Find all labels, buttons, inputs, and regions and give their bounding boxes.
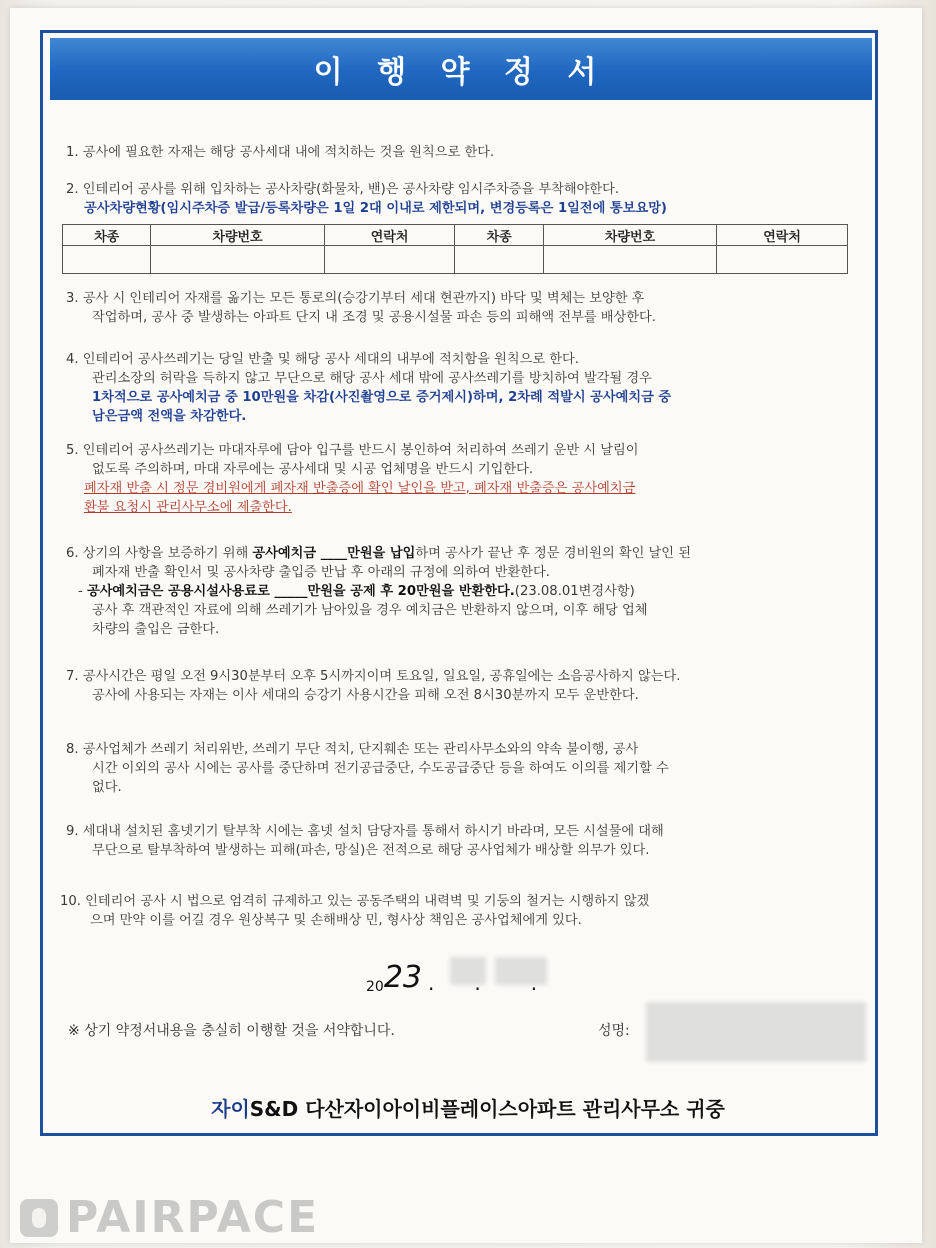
clause-6-line-5: 차량의 출입은 금한다. [92,622,220,637]
redacted-month [450,957,486,985]
addressee-footer [0,1093,936,1122]
clause-6-line-3 [66,582,866,601]
title-bar [50,38,872,100]
deposit-refund-rule: 공사예치금은 공용시설사용료로 _____만원을 공제 후 20만원을 반환한다. [86,584,515,599]
watermark [20,1192,319,1243]
col-plate-number-2: 차량번호 [543,225,716,246]
clause-2-line: 2. 인테리어 공사를 위해 입차하는 공사차량(화물차, 밴)은 공사차량 임시주차증을 부착해야한다. [66,182,620,197]
dash: - [78,584,87,599]
deposit-amount: 공사예치금 ____만원을 납입 [252,546,416,561]
clause-9 [66,822,866,860]
date-sep-1: . [428,971,435,995]
addressee-text: S&D 다산자이아이비플레이스아파트 관리사무소 귀중 [249,1097,725,1121]
clause-6-text-a: 6. 상기의 사항을 보증하기 위해 [66,546,253,561]
clause-4-penalty-1: 1차적으로 공사예치금 중 10만원을 차감(사진촬영으로 증거제시)하며, 2차례 적발시 공사예치금 중 [92,390,672,405]
pairpace-logo-icon [20,1199,58,1237]
watermark-text: PAIRPACE [66,1192,320,1243]
redacted-signature [646,1002,866,1062]
clause-7 [66,667,866,705]
clause-6 [66,544,866,639]
clause-3 [66,289,866,327]
clause-5-line-2: 없도록 주의하며, 마대 자루에는 공사세대 및 시공 업체명을 반드시 기입한다. [92,462,534,477]
col-contact-2: 연락처 [717,225,848,246]
date-year-handwritten: 23 [383,960,423,995]
clause-4-penalty-2: 남은금액 전액을 차감한다. [92,409,247,424]
clause-4 [66,350,866,426]
date-prefix: 20 [366,979,384,995]
pledge-statement: ※ 상기 약정서내용을 충실히 이행할 것을 서약합니다. [68,1023,395,1039]
clause-9-line-2: 무단으로 탈부착하여 발생하는 피해(파손, 망실)은 전적으로 해당 공사업체가 배상할 의무가 있다. [92,843,650,858]
document-title: 이 행 약 정 서 [313,55,609,90]
clause-10 [60,892,860,930]
change-note: (23.08.01변경사항) [514,584,635,599]
clause-8-line-3: 없다. [92,780,122,795]
clause-7-line-2: 공사에 사용되는 자재는 이사 세대의 승강기 사용시간을 피해 오전 8시30분까지 모두 운반한다. [92,688,639,703]
cell-car-type[interactable] [63,246,151,274]
clause-6-line-2: 폐자재 반출 확인서 및 공사차량 출입증 반납 후 아래의 규정에 의하여 반환한다. [92,565,550,580]
col-plate-number: 차량번호 [151,225,324,246]
clause-3-line-2: 작업하며, 공사 중 발생하는 아파트 단지 내 조경 및 공용시설물 파손 등의 피해액 전부를 배상한다. [92,310,656,325]
signature-label: 성명: [598,1023,630,1039]
clause-10-line-2: 으며 만약 이를 어길 경우 원상복구 및 손해배상 민, 형사상 책임은 공사업체에게 있다. [90,913,582,928]
clause-8 [66,740,866,797]
col-contact: 연락처 [324,225,455,246]
clause-1-line: 1. 공사에 필요한 자재는 해당 공사세대 내에 적치하는 것을 원칙으로 한다. [66,145,495,160]
cell-contact-2[interactable] [717,246,848,274]
clause-2 [66,180,866,218]
clause-8-line-2: 시간 이외의 공사 시에는 공사를 중단하며 전기공급중단, 수도공급중단 등을 하여도 이의를 제기할 수 [92,761,669,776]
clause-5-waste-note-2: 환불 요청시 관리사무소에 제출한다. [84,500,292,515]
clause-7-line-1: 7. 공사시간은 평일 오전 9시30분부터 오후 5시까지이며 토요일, 일요일, 공휴일에는 소음공사하지 않는다. [66,669,681,684]
clause-5-waste-note-1: 폐자재 반출 시 정문 경비원에게 폐자재 반출증에 확인 날인을 받고, 폐자재 반출증은 공사예치금 [84,481,636,496]
clause-10-line-1: 10. 인테리어 공사 시 법으로 엄격히 규제하고 있는 공동주택의 내력벽 및 기둥의 철거는 시행하지 않겠 [60,894,650,909]
col-car-type: 차종 [63,225,151,246]
clause-3-line-1: 3. 공사 시 인테리어 자재를 옮기는 모든 통로의(승강기부터 세대 현관까지) 바닥 및 벽체는 보양한 후 [66,291,645,306]
clause-4-line-1: 4. 인테리어 공사쓰레기는 당일 반출 및 해당 공사 세대의 내부에 적치함을 원칙으로 한다. [66,352,579,367]
cell-contact[interactable] [324,246,455,274]
vehicle-table [62,224,848,274]
clause-6-line-4: 공사 후 객관적인 자료에 의해 쓰레기가 남아있을 경우 예치금은 반환하지 않으며, 이후 해당 업체 [92,603,648,618]
clause-1 [66,143,866,162]
clause-5 [66,441,866,517]
redacted-day [495,957,547,985]
clause-6-line-1 [66,544,866,563]
clause-5-line-1: 5. 인테리어 공사쓰레기는 마대자루에 담아 입구를 반드시 봉인하여 처리하여 쓰레기 운반 시 날림이 [66,443,639,458]
cell-car-type-2[interactable] [455,246,543,274]
cell-plate-number-2[interactable] [543,246,716,274]
cell-plate-number[interactable] [151,246,324,274]
clause-9-line-1: 9. 세대내 설치된 홈넷기기 탈부착 시에는 홈넷 설치 담당자를 통해서 하시기 바라며, 모든 시설물에 대해 [66,824,664,839]
clause-6-text-b: 하며 공사가 끝난 후 정문 경비원의 확인 날인 된 [415,546,691,561]
clause-4-line-2: 관리소장의 허락을 득하지 않고 무단으로 해당 공사 세대 밖에 공사쓰레기를 방치하여 발각될 경우 [92,371,652,386]
vehicle-status-note: 공사차량현황(임시주차증 발급/등록차량은 1일 2대 이내로 제한되며, 변경등록은 1일전에 통보요망) [84,201,667,216]
col-car-type-2: 차종 [455,225,543,246]
brand-logo-text: 자이 [211,1097,250,1121]
clause-8-line-1: 8. 공사업체가 쓰레기 처리위반, 쓰레기 무단 적치, 단지훼손 또는 관리사무소와의 약속 불이행, 공사 [66,742,639,757]
